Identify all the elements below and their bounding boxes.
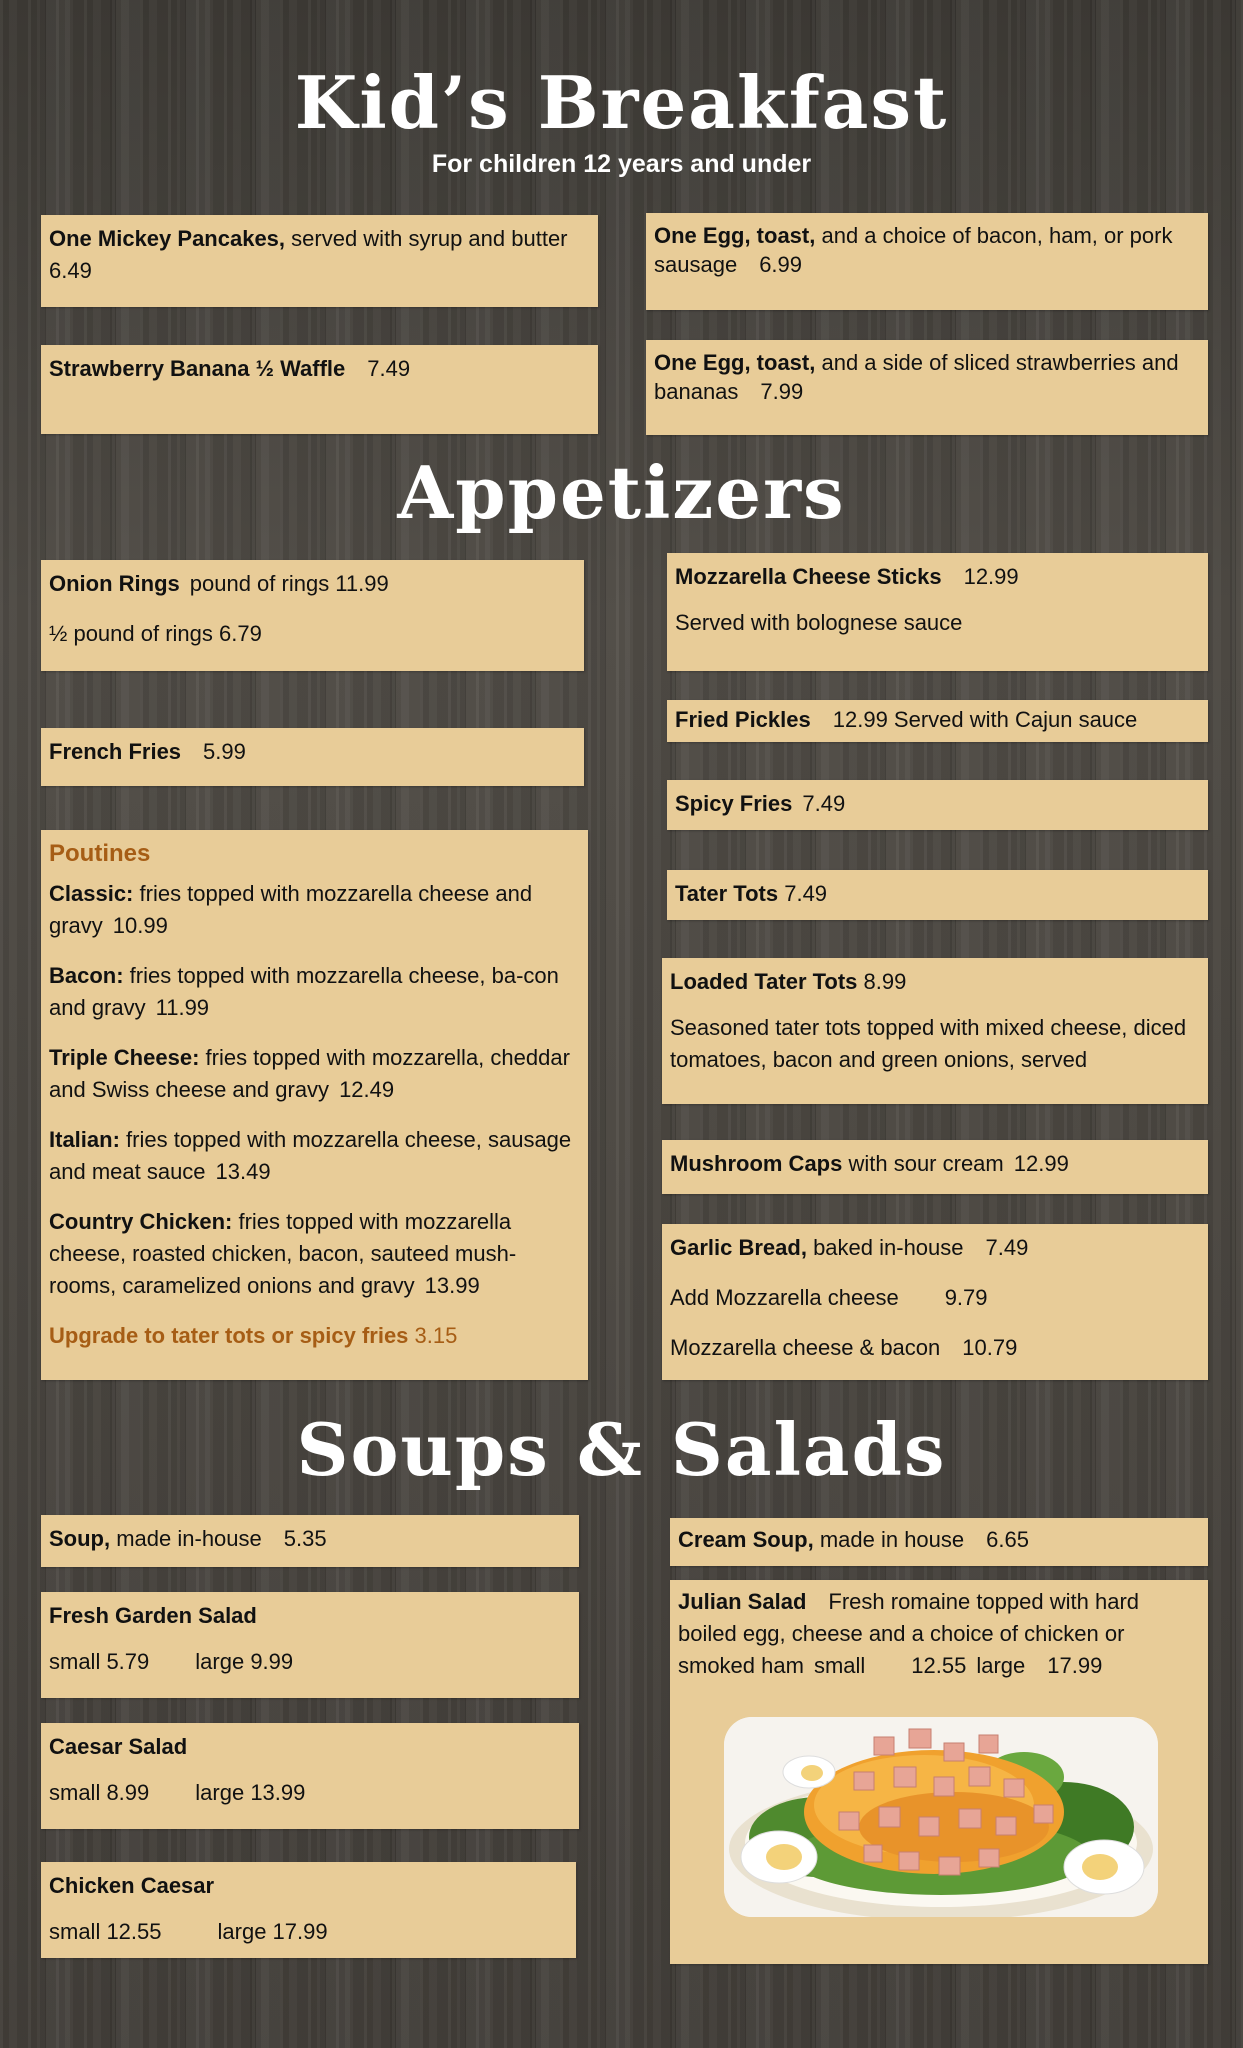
item-small: small 8.99 — [49, 1780, 150, 1805]
item-price: 12.99 — [1013, 1151, 1069, 1176]
poutine-triple-cheese: Triple Cheese: fries topped with mozzarella, cheddar and Swiss cheese and gravy 12.49 — [49, 1045, 570, 1102]
item-mickey-pancakes — [41, 215, 598, 307]
item-egg-toast-meat — [646, 213, 1208, 310]
item-small-label: small — [813, 1653, 866, 1678]
item-desc: baked in-house — [806, 1235, 964, 1260]
item-price: 5.35 — [283, 1526, 327, 1551]
item-onion-rings — [41, 560, 584, 671]
item-mozzarella-sticks — [667, 553, 1208, 671]
item-name: Fresh Garden Salad — [49, 1603, 257, 1628]
item-name: Garlic Bread, — [670, 1235, 807, 1260]
item-desc: Fresh romaine topped with hard boiled egg, cheese and a choice of chicken or smoked ham — [678, 1589, 1140, 1678]
addon-price: 9.79 — [944, 1285, 988, 1310]
item-desc: and a side of sliced strawberries and bananas — [654, 350, 1179, 404]
item-name: Spicy Fries — [675, 791, 793, 816]
item-small: small 12.55 — [49, 1919, 162, 1944]
item-fried-pickles — [667, 700, 1208, 742]
item-caesar-salad — [41, 1723, 579, 1829]
item-name: Soup, — [49, 1526, 111, 1551]
item-price: 7.49 — [802, 791, 846, 816]
item-price: 6.49 — [49, 258, 92, 283]
item-large: large 9.99 — [195, 1649, 294, 1674]
item-line1: pound of rings 11.99 — [189, 571, 389, 596]
item-loaded-tater-tots — [662, 958, 1208, 1104]
item-spicy-fries — [667, 780, 1208, 830]
item-name: Onion Rings — [49, 571, 180, 596]
item-desc: with sour cream — [842, 1151, 1004, 1176]
item-name: Cream Soup, — [678, 1527, 814, 1552]
poutine-bacon: Bacon: fries topped with mozzarella cheese, ba-con and gravy 11.99 — [49, 963, 559, 1020]
item-name: Fried Pickles — [675, 707, 811, 732]
item-large: large 17.99 — [217, 1919, 328, 1944]
item-rest: 12.99 Served with Cajun sauce — [832, 707, 1138, 732]
item-strawberry-waffle — [41, 345, 598, 434]
item-price: 7.49 — [367, 356, 411, 381]
kids-breakfast-title: Kid’s Breakfast — [294, 60, 949, 145]
kids-breakfast-subtitle: For children 12 years and under — [431, 150, 812, 178]
item-desc: Seasoned tater tots topped with mixed cheese, diced tomatoes, bacon and green onions, served — [670, 1015, 1187, 1072]
item-garden-salad — [41, 1592, 579, 1698]
item-french-fries — [41, 728, 584, 786]
item-large-label: large — [976, 1653, 1026, 1678]
addon-label: Add Mozzarella cheese — [670, 1285, 899, 1310]
item-name: One Egg, toast, — [654, 223, 816, 248]
poutines-box — [41, 830, 588, 1380]
item-price: 5.99 — [203, 739, 246, 764]
item-name: One Egg, toast, — [654, 350, 816, 375]
soups-salads-title: Soups & Salads — [296, 1407, 947, 1492]
appetizers-title: Appetizers — [397, 450, 846, 535]
addon-label: Mozzarella cheese & bacon — [670, 1335, 941, 1360]
item-chicken-caesar — [41, 1862, 576, 1958]
poutine-upgrade: Upgrade to tater tots or spicy fries 3.15 — [49, 1323, 458, 1348]
item-name: Caesar Salad — [49, 1734, 188, 1759]
item-mushroom-caps — [662, 1140, 1208, 1194]
item-large: large 13.99 — [195, 1780, 306, 1805]
item-name: Strawberry Banana ½ Waffle — [49, 356, 346, 381]
item-name: Mozzarella Cheese Sticks — [675, 564, 942, 589]
item-desc: made in-house — [110, 1526, 262, 1551]
item-desc: Served with bolognese sauce — [675, 610, 963, 635]
poutine-italian: Italian: fries topped with mozzarella cheese, sausage and meat sauce 13.49 — [49, 1127, 572, 1184]
item-name: One Mickey Pancakes, — [49, 226, 286, 251]
item-name: Mushroom Caps — [670, 1151, 843, 1176]
item-large-price: 17.99 — [1047, 1653, 1103, 1678]
item-name: Loaded Tater Tots — [670, 969, 858, 994]
item-name: Tater Tots — [675, 881, 779, 906]
item-egg-toast-fruit — [646, 340, 1208, 435]
item-name: Chicken Caesar — [49, 1873, 215, 1898]
item-price: 6.65 — [986, 1527, 1029, 1552]
poutines-title: Poutines — [49, 840, 151, 867]
item-name: Julian Salad — [678, 1589, 807, 1614]
item-price: 7.99 — [760, 379, 804, 404]
item-garlic-bread — [662, 1224, 1208, 1380]
item-desc: served with syrup and butter — [285, 226, 568, 251]
item-soup — [41, 1515, 579, 1567]
item-price: 7.49 — [985, 1235, 1029, 1260]
item-price: 8.99 — [863, 969, 907, 994]
item-desc: and a choice of bacon, ham, or pork sausage — [654, 223, 1173, 277]
addon-price: 10.79 — [962, 1335, 1018, 1360]
chef-salad-photo — [724, 1717, 1158, 1917]
item-desc: made in house — [813, 1527, 965, 1552]
item-tater-tots — [667, 870, 1208, 920]
item-line2: ½ pound of rings 6.79 — [49, 621, 262, 646]
poutine-classic: Classic: fries topped with mozzarella cheese and gravy 10.99 — [49, 881, 533, 938]
item-small-price: 12.55 — [911, 1653, 967, 1678]
item-small: small 5.79 — [49, 1649, 150, 1674]
item-price: 12.99 — [963, 564, 1019, 589]
item-price: 7.49 — [784, 881, 828, 906]
item-price: 6.99 — [759, 252, 803, 277]
poutine-country-chicken: Country Chicken: fries topped with mozzarella cheese, roasted chicken, bacon, sauteed mush-rooms, caramelized onions and gravy 13.99 — [49, 1209, 517, 1298]
item-name: French Fries — [49, 739, 182, 764]
item-cream-soup — [670, 1518, 1208, 1566]
